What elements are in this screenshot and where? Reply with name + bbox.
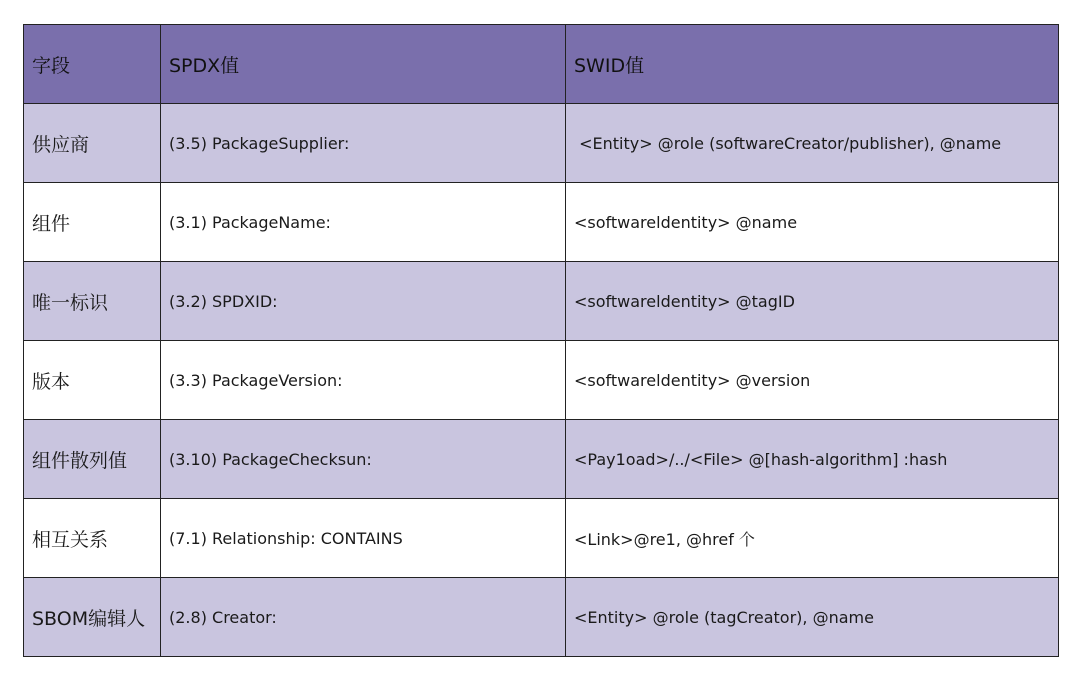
cell-spdx: (3.3) PackageVersion: (161, 341, 566, 420)
header-swid: SWID值 (566, 25, 1059, 104)
header-spdx: SPDX值 (161, 25, 566, 104)
table-header-row (24, 25, 1059, 104)
cell-spdx: (3.5) PackageSupplier: (161, 104, 566, 183)
mapping-table-container (23, 24, 1058, 657)
cell-spdx: (3.2) SPDXID: (161, 262, 566, 341)
cell-field: 组件散列值 (24, 420, 161, 499)
cell-field: 相互关系 (24, 499, 161, 578)
cell-swid: <Entity> @role (tagCreator), @name (566, 578, 1059, 657)
table-row (24, 183, 1059, 262)
table-row (24, 262, 1059, 341)
table-row (24, 341, 1059, 420)
cell-field: 唯一标识 (24, 262, 161, 341)
table-row (24, 578, 1059, 657)
cell-swid: <Link>@re1, @href 个 (566, 499, 1059, 578)
cell-field: SBOM编辑人 (24, 578, 161, 657)
cell-swid: <softwareldentity> @version (566, 341, 1059, 420)
cell-spdx: (3.1) PackageName: (161, 183, 566, 262)
cell-spdx: (3.10) PackageChecksun: (161, 420, 566, 499)
cell-field: 组件 (24, 183, 161, 262)
spdx-swid-mapping-table (23, 24, 1059, 657)
table-row (24, 104, 1059, 183)
cell-field: 供应商 (24, 104, 161, 183)
cell-field: 版本 (24, 341, 161, 420)
cell-swid: <softwareldentity> @tagID (566, 262, 1059, 341)
cell-swid: <Pay1oad>/../<File> @[hash-algorithm] :hash (566, 420, 1059, 499)
header-field: 字段 (24, 25, 161, 104)
table-row (24, 420, 1059, 499)
cell-swid: <Entity> @role (softwareCreator/publisher), @name (566, 104, 1059, 183)
table-row (24, 499, 1059, 578)
cell-swid: <softwareldentity> @name (566, 183, 1059, 262)
cell-spdx: (7.1) Relationship: CONTAINS (161, 499, 566, 578)
cell-spdx: (2.8) Creator: (161, 578, 566, 657)
